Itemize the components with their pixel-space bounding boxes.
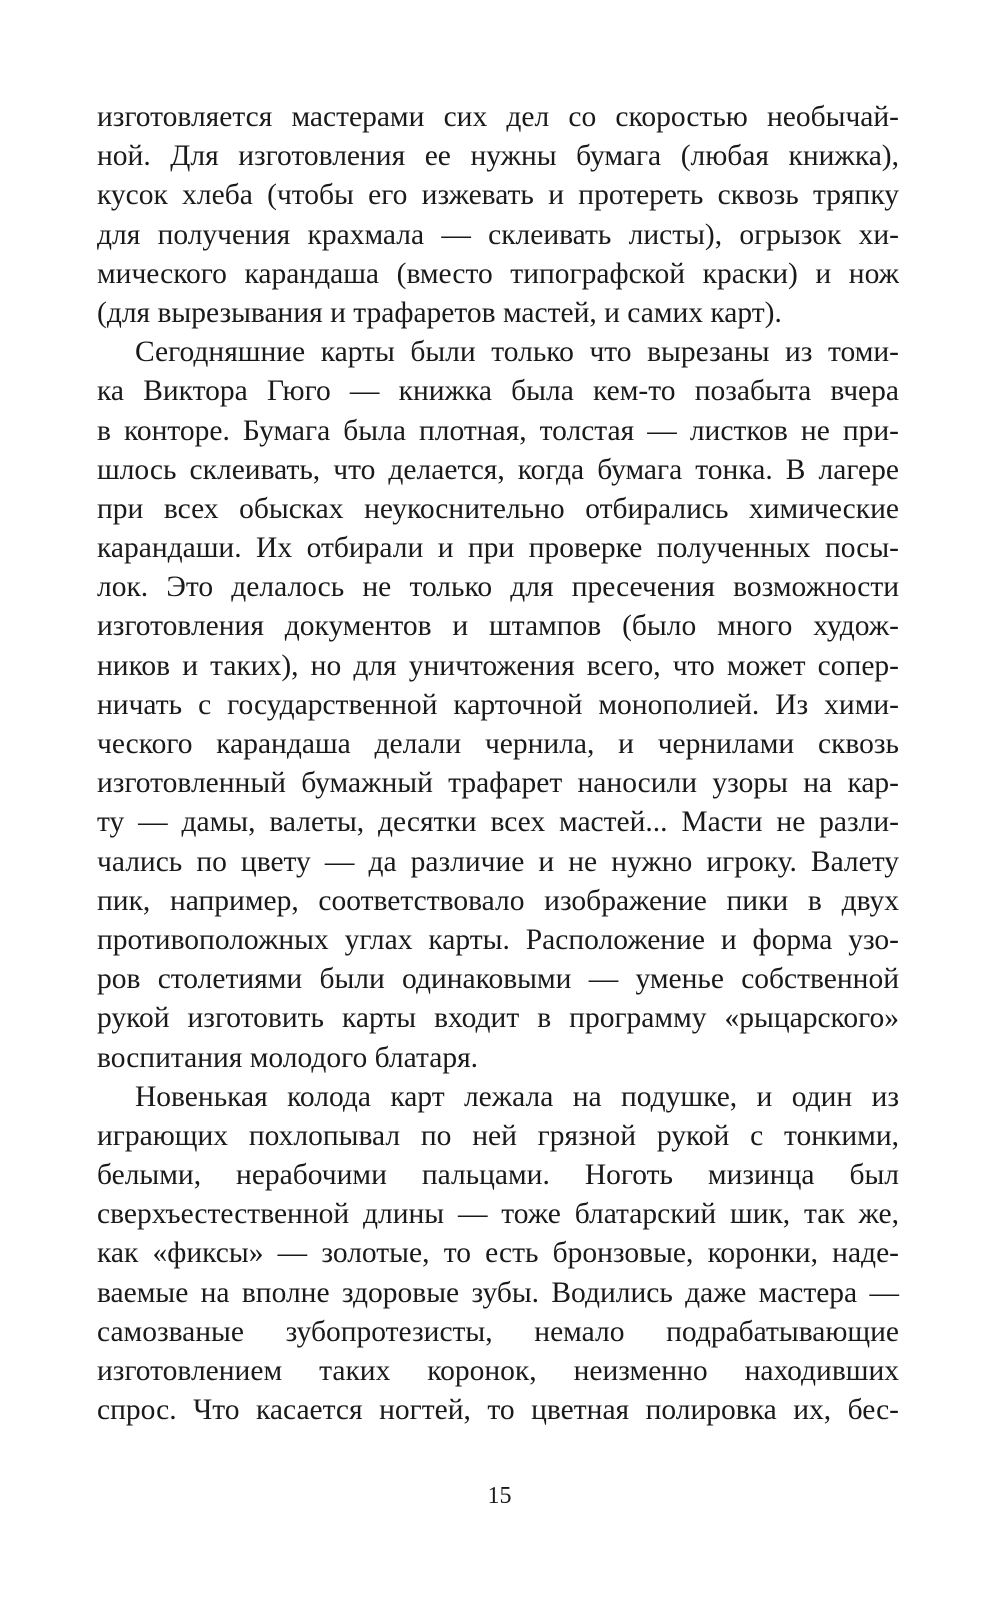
text-line: Новенькая колода карт лежала на подушке, и один из xyxy=(135,1080,899,1113)
text-line: Сегодняшние карты были только что вырезаны из томи- xyxy=(135,336,899,369)
text-line: ников и таких), но для уничтожения всего, что может сопер- xyxy=(97,649,899,682)
text-line: в конторе. Бумага была плотная, толстая — листков не при- xyxy=(97,414,899,447)
page-number: 15 xyxy=(487,1483,512,1509)
text-line: кусок хлеба (чтобы его изжевать и протереть сквозь тряпку xyxy=(97,179,899,212)
body-text xyxy=(97,98,899,1430)
paragraph xyxy=(97,98,899,333)
text-line: (для вырезывания и трафаретов мастей, и самих карт). xyxy=(97,296,782,329)
text-line: изготовленный бумажный трафарет наносили узоры на кар- xyxy=(97,767,899,800)
text-line: для получения крахмала — склеивать листы), огрызок хи- xyxy=(97,218,899,251)
text-line: пик, например, соответствовало изображение пики в двух xyxy=(97,884,899,917)
text-line: белыми, нерабочими пальцами. Ноготь мизинца был xyxy=(97,1159,899,1192)
text-line: сверхъестественной длины — тоже блатарский шик, так же, xyxy=(97,1198,899,1231)
text-line: карандаши. Их отбирали и при проверке полученных посы- xyxy=(97,532,899,565)
text-line: чались по цвету — да различие и не нужно игроку. Валету xyxy=(97,845,899,878)
text-line: при всех обысках неукоснительно отбирались химические xyxy=(97,492,899,525)
text-line: ров столетиями были одинаковыми — уменье собственной xyxy=(97,963,899,996)
text-line: как «фиксы» — золотые, то есть бронзовые, коронки, наде- xyxy=(97,1237,899,1270)
text-line: изготовления документов и штампов (было много худож- xyxy=(97,610,899,643)
paragraph xyxy=(97,333,899,1078)
text-line: изготовлением таких коронок, неизменно находивших xyxy=(97,1355,899,1387)
text-line: ваемые на вполне здоровые зубы. Водились даже мастера — xyxy=(97,1276,899,1309)
text-line: изготовляется мастерами сих дел со скоростью необычай- xyxy=(97,101,899,133)
text-line: спрос. Что касается ногтей, то цветная полировка их, бес- xyxy=(97,1394,899,1427)
text-line: играющих похлопывал по ней грязной рукой с тонкими, xyxy=(97,1119,899,1152)
text-line: ной. Для изготовления ее нужны бумага (любая книжка), xyxy=(97,140,899,173)
text-line: ка Виктора Гюго — книжка была кем-то позабыта вчера xyxy=(97,375,899,408)
text-line: мического карандаша (вместо типографской краски) и нож xyxy=(97,257,899,290)
paragraph xyxy=(97,1078,899,1431)
text-line: ту — дамы, валеты, десятки всех мастей... Масти не разли- xyxy=(97,806,899,839)
text-line: лок. Это делалось не только для пресечения возможности xyxy=(97,571,899,604)
text-line: противоположных углах карты. Расположение и форма узо- xyxy=(97,923,899,956)
text-line: воспитания молодого блатаря. xyxy=(97,1041,479,1074)
text-line: самозваные зубопротезисты, немало подрабатывающие xyxy=(97,1315,899,1348)
text-line: ничать с государственной карточной монополией. Из хими- xyxy=(97,688,899,721)
text-line: рукой изготовить карты входит в программу «рыцарского» xyxy=(97,1002,899,1035)
text-line: шлось склеивать, что делается, когда бумага тонка. В лагере xyxy=(97,453,899,486)
text-line: ческого карандаша делали чернила, и чернилами сквозь xyxy=(97,728,899,760)
